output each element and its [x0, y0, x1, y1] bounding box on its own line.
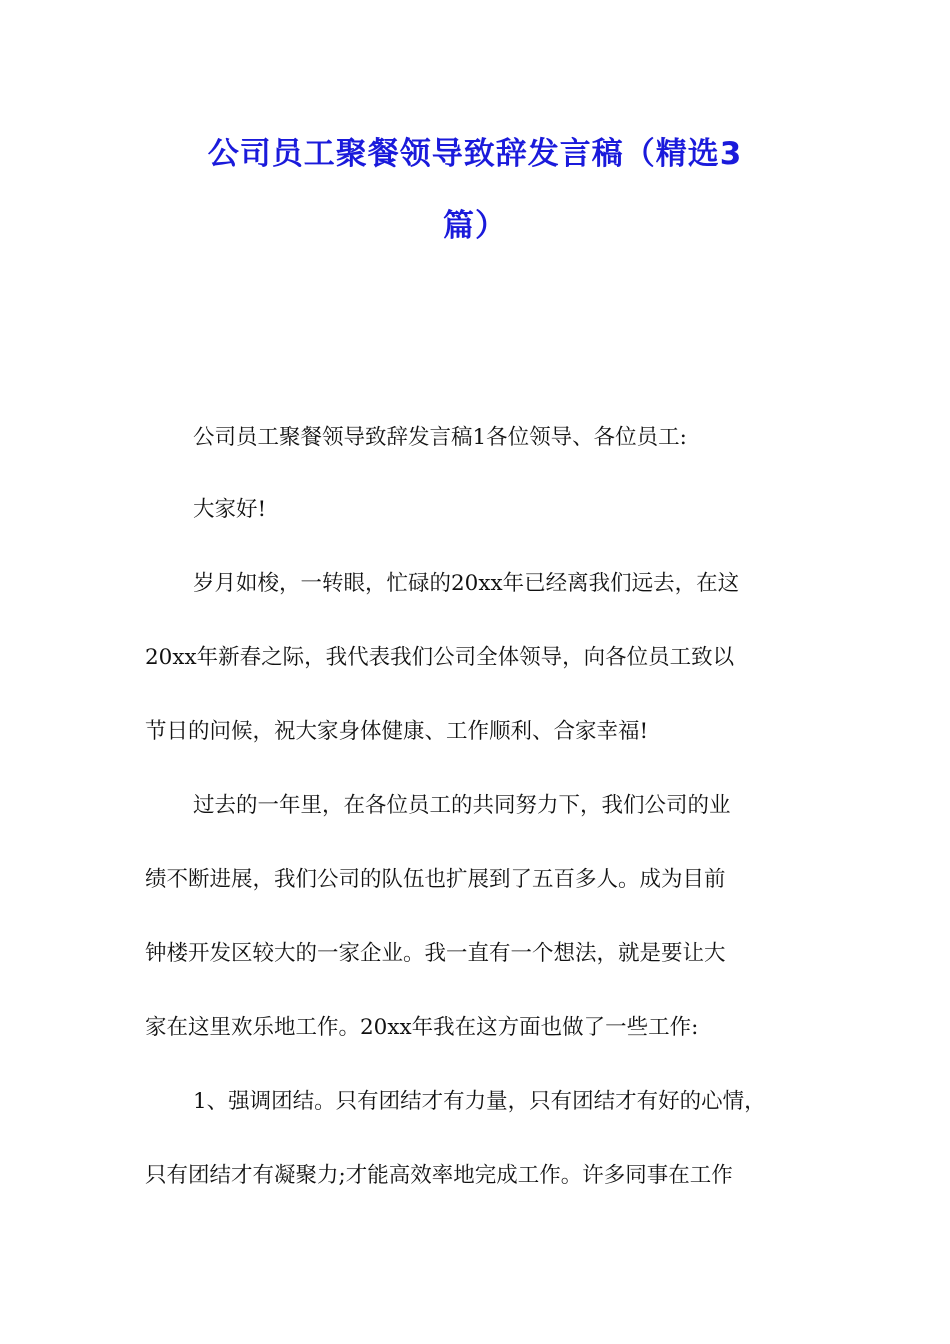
text-line: 1、强调团结。只有团结才有力量，只有团结才有好的心情， — [193, 1089, 766, 1114]
text-line: 节日的问候，祝大家身体健康、工作顺利、合家幸福! — [145, 719, 649, 744]
text-line: 岁月如梭，一转眼，忙碌的20xx年已经离我们远去，在这 — [193, 571, 740, 596]
text-line: 绩不断进展，我们公司的队伍也扩展到了五百多人。成为目前 — [145, 867, 726, 892]
text-line: 20xx年新春之际，我代表我们公司全体领导，向各位员工致以 — [145, 645, 735, 670]
text-line: 钟楼开发区较大的一家企业。我一直有一个想法，就是要让大 — [145, 941, 726, 966]
text-line: 只有团结才有凝聚力;才能高效率地完成工作。许多同事在工作 — [145, 1163, 733, 1188]
text-line: 公司员工聚餐领导致辞发言稿1各位领导、各位员工: — [193, 425, 687, 450]
text-line: 大家好! — [193, 497, 267, 522]
text-line: 过去的一年里，在各位员工的共同努力下，我们公司的业 — [193, 793, 731, 818]
document-title-line-1: 公司员工聚餐领导致辞发言稿（精选3 — [207, 136, 743, 172]
text-line: 家在这里欢乐地工作。20xx年我在这方面也做了一些工作: — [145, 1015, 699, 1040]
document-title-line-2: 篇） — [443, 208, 507, 244]
